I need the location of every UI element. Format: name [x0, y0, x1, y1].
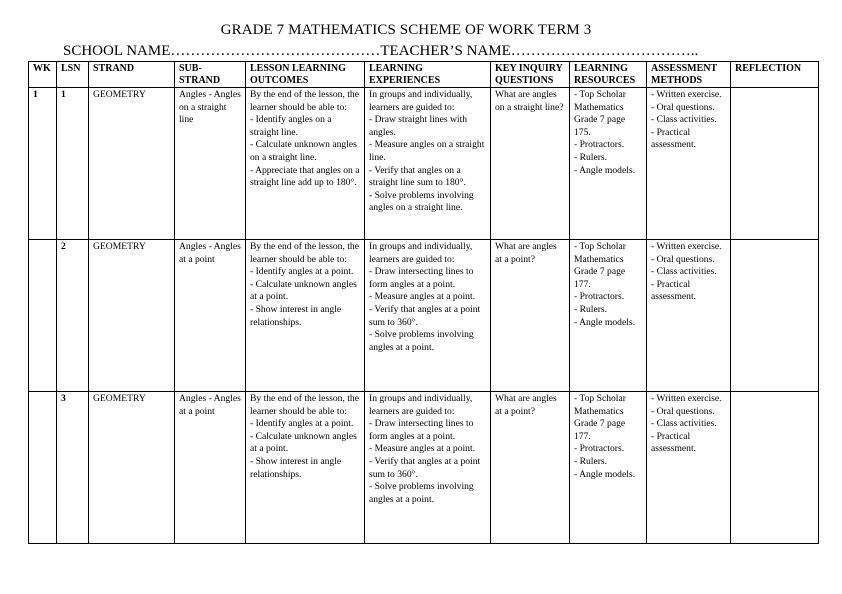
cell-text-line: - Solve problems involving angles at a point. [369, 329, 474, 353]
cell-outcomes [246, 240, 365, 392]
cell-text-line: - Show interest in angle relationships. [250, 303, 342, 328]
cell-experiences [365, 88, 491, 240]
header-key-questions: KEY INQUIRY QUESTIONS [491, 62, 570, 88]
cell-text-line: 1 [33, 89, 38, 100]
cell-text-line: What are angles at a point? [495, 241, 557, 265]
cell-text-line: - Protractors. [574, 443, 625, 455]
cell-text-line: - Identify angles on a straight line. [250, 114, 332, 138]
cell-experiences [365, 392, 491, 544]
header-strand: STRAND [89, 62, 175, 88]
header-resources: LEARNING RESOURCES [570, 62, 647, 88]
cell-outcomes [246, 88, 365, 240]
cell-text-line: - Class activities. [651, 266, 717, 278]
cell-strand [89, 392, 175, 544]
cell-text-line: - Identify angles at a point. [250, 418, 354, 430]
header-outcomes: LESSON LEARNING OUTCOMES [246, 62, 365, 88]
cell-text-line: - Identify angles at a point. [250, 266, 354, 278]
cell-text-line: GEOMETRY [93, 393, 146, 404]
cell-text-line: - Angle models. [574, 468, 636, 480]
cell-reflection [731, 240, 819, 392]
cell-text-line: 2 [61, 241, 66, 252]
cell-sub-strand [175, 88, 246, 240]
cell-resources [570, 392, 647, 544]
cell-reflection [731, 392, 819, 544]
document-title: GRADE 7 MATHEMATICS SCHEME OF WORK TERM 3 [220, 22, 592, 38]
header-sub-strand: SUB-STRAND [175, 62, 246, 88]
cell-key-questions [491, 240, 570, 392]
cell-assessment [647, 240, 731, 392]
table-row [29, 240, 819, 392]
cell-text-line: Angles - Angles at a point [179, 241, 241, 265]
cell-resources [570, 240, 647, 392]
cell-text-line: Angles - Angles on a straight line [179, 89, 241, 126]
cell-text-line: - Angle models. [574, 316, 636, 328]
cell-text-line: - Rulers. [574, 151, 608, 163]
cell-text-line: - Oral questions. [651, 405, 715, 417]
cell-text-line: - Top Scholar Mathematics Grade 7 page 177. [574, 241, 626, 290]
cell-text-line: - Oral questions. [651, 253, 715, 265]
cell-text-line: - Verify that angles on a straight line sum to 180°. [369, 164, 466, 189]
cell-text-line: - Practical assessment. [651, 126, 697, 151]
cell-week [29, 88, 57, 240]
cell-text-line: - Calculate unknown angles on a straight line. [250, 139, 357, 163]
cell-text-line: - Written exercise. [651, 393, 722, 404]
cell-text-line: - Draw straight lines with angles. [369, 114, 468, 138]
cell-text-line: - Angle models. [574, 164, 636, 176]
cell-text-line: What are angles at a point? [495, 393, 557, 417]
cell-text-line: - Written exercise. [651, 241, 722, 252]
cell-text-line: 1 [61, 89, 66, 100]
cell-lesson [57, 392, 89, 544]
cell-text-line: By the end of the lesson, the learner should be able to: [250, 393, 359, 417]
cell-text-line: GEOMETRY [93, 241, 146, 252]
table-body [29, 88, 819, 544]
school-teacher-name-line: SCHOOL NAME……………………………………TEACHER’S NAME……………………………….. [63, 43, 699, 59]
cell-sub-strand [175, 392, 246, 544]
cell-text-line: - Practical assessment. [651, 430, 697, 455]
cell-text-line: - Rulers. [574, 455, 608, 467]
table-row [29, 88, 819, 240]
cell-text-line: GEOMETRY [93, 89, 146, 100]
cell-text-line: - Practical assessment. [651, 278, 697, 303]
cell-text-line: - Top Scholar Mathematics Grade 7 page 175. [574, 89, 626, 138]
cell-text-line: In groups and individually, learners are guided to: [369, 241, 473, 265]
cell-text-line: - Calculate unknown angles at a point. [250, 430, 357, 455]
cell-text-line: - Draw intersecting lines to form angles at a point. [369, 266, 474, 290]
header-assessment: ASSESSMENT METHODS [647, 62, 731, 88]
cell-text-line: - Written exercise. [651, 89, 722, 100]
cell-text-line: - Calculate unknown angles at a point. [250, 278, 357, 303]
cell-text-line: - Draw intersecting lines to form angles at a point. [369, 418, 474, 442]
cell-text-line: 3 [61, 393, 66, 404]
cell-key-questions [491, 392, 570, 544]
cell-text-line: In groups and individually, learners are guided to: [369, 89, 473, 113]
cell-text-line: - Protractors. [574, 291, 625, 303]
cell-text-line: - Oral questions. [651, 101, 715, 113]
cell-text-line: By the end of the lesson, the learner should be able to: [250, 241, 359, 265]
cell-text-line: - Verify that angles at a point sum to 360°. [369, 303, 481, 328]
cell-text-line: - Appreciate that angles on a straight line add up to 180°. [250, 164, 360, 189]
cell-lesson [57, 240, 89, 392]
cell-text-line: - Solve problems involving angles on a straight line. [369, 189, 474, 214]
cell-experiences [365, 240, 491, 392]
cell-key-questions [491, 88, 570, 240]
cell-text-line: - Class activities. [651, 418, 717, 430]
cell-week [29, 392, 57, 544]
cell-strand [89, 240, 175, 392]
header-wk: WK [29, 62, 57, 88]
cell-text-line: - Top Scholar Mathematics Grade 7 page 177. [574, 393, 626, 442]
cell-text-line: - Rulers. [574, 303, 608, 315]
cell-text-line: - Solve problems involving angles at a point. [369, 481, 474, 505]
header-lsn: LSN [57, 62, 89, 88]
scheme-of-work-table [28, 61, 819, 544]
cell-resources [570, 88, 647, 240]
cell-reflection [731, 88, 819, 240]
cell-text-line: - Protractors. [574, 139, 625, 151]
cell-week [29, 240, 57, 392]
cell-text-line: - Measure angles on a straight line. [369, 139, 485, 163]
cell-text-line: By the end of the lesson, the learner should be able to: [250, 89, 359, 113]
cell-text-line: - Class activities. [651, 114, 717, 126]
cell-assessment [647, 392, 731, 544]
cell-strand [89, 88, 175, 240]
cell-text-line: What are angles on a straight line? [495, 89, 564, 113]
cell-assessment [647, 88, 731, 240]
cell-text-line: - Measure angles at a point. [369, 443, 476, 455]
cell-outcomes [246, 392, 365, 544]
table-header-row [29, 62, 819, 88]
header-reflection: REFLECTION [731, 62, 819, 88]
header-experiences: LEARNING EXPERIENCES [365, 62, 491, 88]
cell-text-line: - Show interest in angle relationships. [250, 455, 342, 480]
table-row [29, 392, 819, 544]
cell-text-line: - Measure angles at a point. [369, 291, 476, 303]
cell-text-line: Angles - Angles at a point [179, 393, 241, 417]
cell-lesson [57, 88, 89, 240]
cell-text-line: - Verify that angles at a point sum to 360°. [369, 455, 481, 480]
cell-sub-strand [175, 240, 246, 392]
cell-text-line: In groups and individually, learners are guided to: [369, 393, 473, 417]
